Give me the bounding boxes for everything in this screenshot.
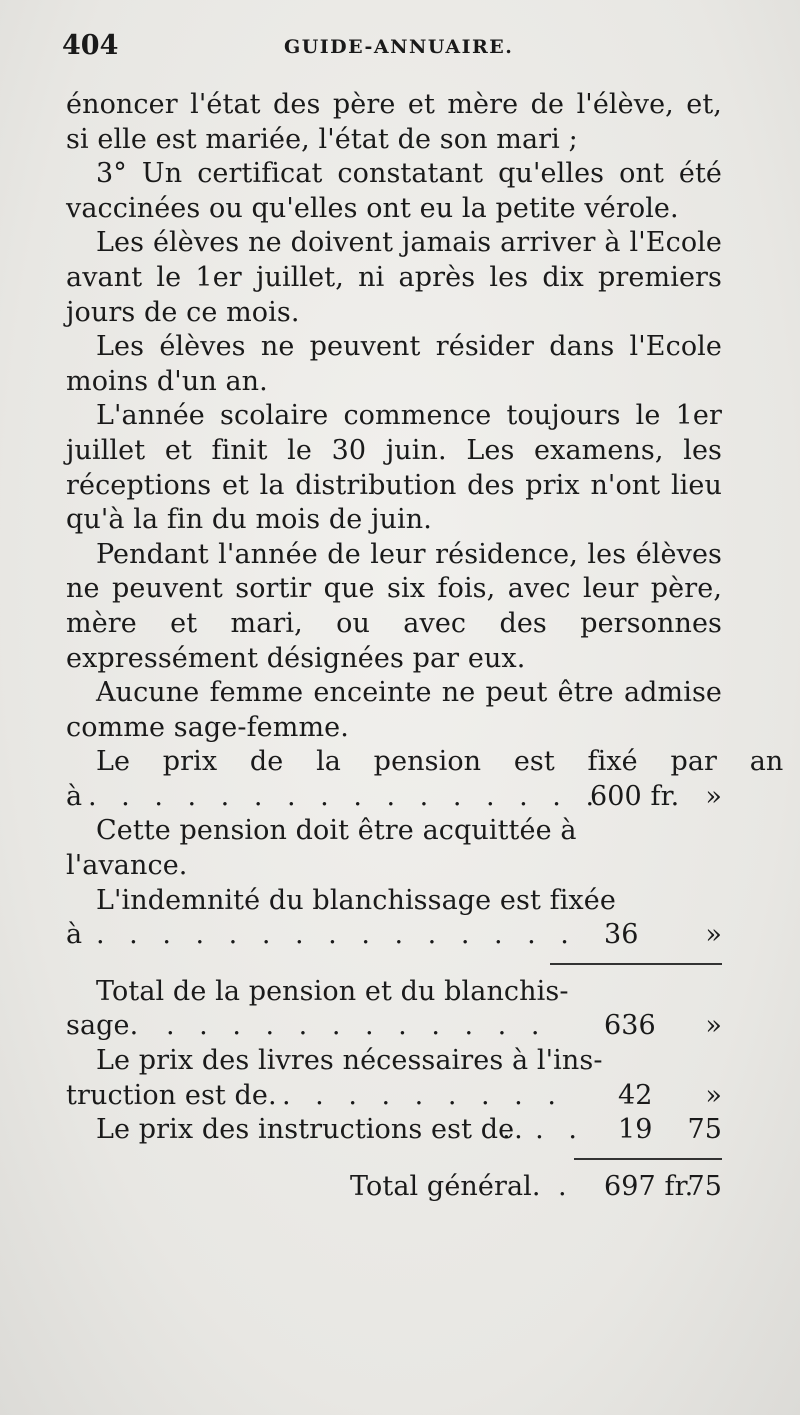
- fee-advance-label-cont: l'avance.: [66, 850, 188, 882]
- page-header: [62, 30, 722, 70]
- subtotal-rule-row: [66, 953, 722, 975]
- paragraph-residence-duration: Les élèves ne peuvent résider dans l'Ecole moins d'un an.: [66, 331, 722, 397]
- fee-instructions-label: Le prix des instructions est de.: [96, 1114, 523, 1146]
- running-head: GUIDE-ANNUAIRE.: [284, 36, 514, 58]
- paragraph-outings: Pendant l'année de leur résidence, les élèves ne peuvent sortir que six fois, avec leur père, mère et mari, ou avec des personnes expressément désignées par eux.: [66, 538, 722, 674]
- fee-pension-row-1: [66, 745, 784, 780]
- fee-subtotal-label-cont: sage.: [66, 1010, 139, 1042]
- fee-subtotal-cents: »: [705, 1010, 722, 1042]
- grand-total-amount: 697 fr.: [604, 1170, 694, 1202]
- fee-pension-label-cont: à: [66, 780, 83, 812]
- page-number: 404: [62, 30, 119, 61]
- grand-total-label: Total général.: [350, 1170, 541, 1202]
- fee-advance-label: Cette pension doit être acquittée à: [96, 815, 577, 847]
- leader-dots: . . .: [502, 1114, 585, 1146]
- fee-laundry-label-cont: à: [66, 919, 83, 951]
- fee-laundry-label: L'indemnité du blanchissage est fixée: [96, 884, 616, 916]
- leader-dots: . . . . . . . . . . . . . . .: [96, 919, 577, 951]
- fee-pension-row-2: [66, 780, 722, 815]
- fee-advance-row-1: [66, 814, 722, 849]
- fee-table: [66, 745, 784, 1204]
- body-text: [66, 88, 784, 1204]
- fee-instructions-cents: 75: [687, 1114, 722, 1146]
- grand-total-rule-row: [66, 1148, 722, 1170]
- fee-books-row-2: [66, 1079, 722, 1114]
- fee-pension-cents: »: [705, 780, 722, 812]
- leader-dots: . . . . . . . . . . . . . . . .: [88, 780, 603, 812]
- grand-total-rule: [574, 1158, 722, 1160]
- fee-books-label: Le prix des livres nécessaires à l'ins-: [96, 1045, 603, 1077]
- subtotal-rule: [550, 963, 722, 965]
- grand-total-cents: 75: [687, 1170, 722, 1202]
- leader-dots: .: [558, 1170, 575, 1202]
- leader-dots: . . . . . . . . . . . .: [166, 1010, 548, 1042]
- fee-laundry-cents: »: [705, 919, 722, 951]
- fee-instructions-amount: 19: [618, 1114, 653, 1146]
- fee-laundry-row-2: [66, 918, 722, 953]
- paragraph-pregnancy: Aucune femme enceinte ne peut être admise comme sage-femme.: [66, 677, 722, 743]
- fee-subtotal-label: Total de la pension et du blanchis-: [96, 975, 569, 1007]
- fee-advance-row-2: [66, 849, 722, 884]
- fee-books-cents: »: [705, 1079, 722, 1111]
- fee-subtotal-amount: 636: [604, 1010, 656, 1042]
- paragraph-school-year: L'année scolaire commence toujours le 1er juillet et finit le 30 juin. Les examens, les réceptions et la distribution des prix n'ont lieu qu'à la fin du mois de juin.: [66, 400, 722, 536]
- fee-subtotal-row-1: [66, 975, 722, 1010]
- fee-books-label-cont: truction est de.: [66, 1079, 277, 1111]
- paragraph-vaccination-certificate: 3° Un certificat constatant qu'elles ont été vaccinées ou qu'elles ont eu la petite vérole.: [66, 158, 722, 224]
- fee-laundry-row-1: [66, 884, 722, 919]
- paragraph-parents-status: énoncer l'état des père et mère de l'élève, et, si elle est mariée, l'état de son mari ;: [66, 89, 722, 155]
- leader-dots: . . . . . . . . .: [282, 1079, 564, 1111]
- fee-laundry-amount: 36: [604, 919, 639, 951]
- fee-subtotal-row-2: [66, 1009, 722, 1044]
- fee-instructions-row: [66, 1113, 722, 1148]
- fee-pension-label: Le prix de la pension est fixé par an: [96, 746, 784, 778]
- grand-total-row: [66, 1170, 722, 1205]
- fee-pension-amount: 600 fr.: [590, 780, 680, 812]
- paragraph-arrival-dates: Les élèves ne doivent jamais arriver à l'Ecole avant le 1er juillet, ni après les dix premiers jours de ce mois.: [66, 227, 722, 328]
- fee-books-row-1: [66, 1044, 722, 1079]
- fee-books-amount: 42: [618, 1079, 653, 1111]
